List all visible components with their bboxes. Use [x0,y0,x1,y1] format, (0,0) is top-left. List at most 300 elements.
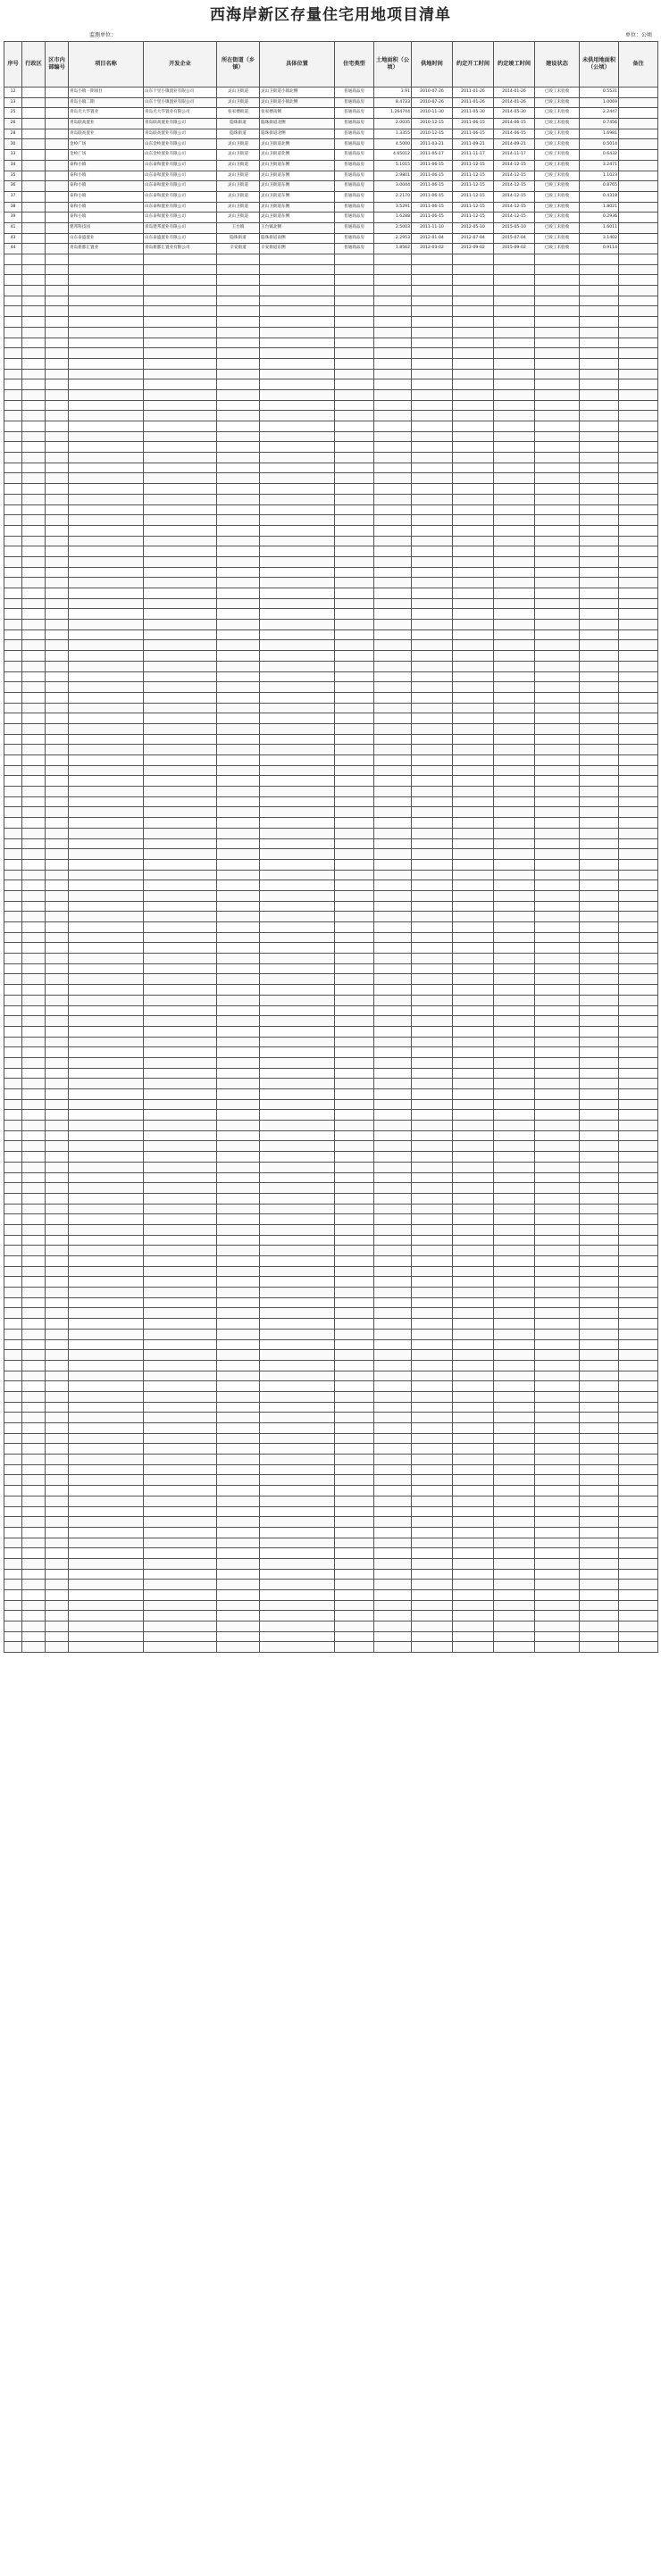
table-cell [69,1297,144,1308]
table-cell [580,275,619,286]
table-cell [374,1590,412,1601]
table-cell [335,504,374,515]
table-cell [580,1037,619,1047]
table-row [4,139,658,150]
table-cell: 2010-11-30 [412,108,453,119]
table-cell [453,1016,494,1027]
table-cell: 灵山卫街道 [217,97,260,108]
table-cell [335,807,374,818]
table-cell [4,1464,22,1475]
table-cell [69,1214,144,1225]
table-cell [4,338,22,348]
table-cell [412,745,453,755]
table-cell [46,818,69,829]
table-cell [144,400,217,411]
table-cell [260,400,335,411]
table-cell [69,1600,144,1611]
table-cell [4,1329,22,1339]
table-cell: 1.1023 [580,171,619,181]
table-cell: 2011-05-17 [412,150,453,161]
table-cell [217,1621,260,1632]
table-cell [412,1475,453,1486]
table-cell [144,1621,217,1632]
table-cell [412,1548,453,1559]
table-cell [374,264,412,275]
table-cell [412,849,453,860]
table-cell [494,901,535,912]
table-cell [494,453,535,463]
table-cell [494,1172,535,1183]
table-cell [46,1277,69,1288]
table-cell [494,1162,535,1172]
table-cell [619,609,658,620]
table-cell [217,504,260,515]
table-cell [580,1162,619,1172]
table-cell [335,1026,374,1037]
table-cell [217,943,260,954]
table-cell [412,922,453,933]
table-cell [69,880,144,891]
table-cell [335,484,374,495]
table-cell [69,661,144,671]
table-cell [494,1204,535,1214]
table-cell: 8.4733 [374,97,412,108]
table-cell [374,1141,412,1152]
table-cell [619,171,658,181]
table-cell [46,651,69,662]
table-cell [4,1224,22,1235]
table-cell [144,463,217,473]
table-cell [217,890,260,901]
table-cell [619,943,658,954]
table-row [4,963,658,974]
table-cell [144,765,217,776]
column-header: 土地面积（公顷） [374,42,412,88]
table-row [4,1350,658,1361]
table-cell [412,588,453,599]
table-cell [374,1433,412,1444]
table-row [4,1288,658,1298]
table-row [4,453,658,463]
table-cell [494,713,535,724]
table-cell [580,755,619,766]
table-cell [69,1037,144,1047]
table-cell [374,1214,412,1225]
table-cell [22,1308,46,1319]
table-cell [412,431,453,442]
table-cell [69,734,144,745]
table-cell: 2014-12-15 [494,181,535,192]
table-cell [144,1642,217,1653]
table-cell [335,870,374,880]
table-cell [335,275,374,286]
table-cell [535,296,580,306]
table-cell [46,264,69,275]
table-row [4,880,658,891]
table-cell [335,954,374,964]
table-cell [453,901,494,912]
table-row [4,536,658,546]
table-cell [22,160,46,171]
table-cell [69,620,144,630]
table-cell [580,1444,619,1455]
table-cell [535,1360,580,1371]
table-cell [4,1141,22,1152]
table-cell [260,286,335,296]
table-cell: 灵山卫街道东侧 [260,171,335,181]
column-header: 住宅类型 [335,42,374,88]
table-cell [374,838,412,849]
table-cell [4,1444,22,1455]
table-cell [144,1475,217,1486]
table-cell [412,734,453,745]
table-cell [335,494,374,504]
table-cell: 灵山卫街道 [217,139,260,150]
table-cell [453,640,494,651]
table-cell [619,1527,658,1538]
table-cell [580,1266,619,1277]
table-cell [144,745,217,755]
table-cell [619,275,658,286]
table-cell: 灵山卫街道北侧 [260,150,335,161]
table-cell [217,807,260,818]
table-cell [217,912,260,922]
table-cell [4,1611,22,1621]
table-cell [22,1402,46,1413]
table-row [4,1381,658,1392]
table-cell [22,1600,46,1611]
table-cell [217,431,260,442]
table-cell [22,317,46,328]
table-cell [494,755,535,766]
table-cell: 2011-11-17 [453,150,494,161]
table-cell [335,1558,374,1569]
column-header: 项目名称 [69,42,144,88]
table-cell [374,1600,412,1611]
table-row [4,494,658,504]
table-cell [260,682,335,693]
table-cell [580,828,619,838]
table-cell [4,1402,22,1413]
table-cell [22,734,46,745]
table-cell [535,264,580,275]
table-cell [580,1246,619,1256]
table-cell [535,338,580,348]
table-cell [494,1099,535,1110]
table-cell [535,1068,580,1079]
table-cell [619,442,658,453]
table-cell [494,484,535,495]
table-cell [535,463,580,473]
table-cell [494,254,535,265]
table-cell [535,890,580,901]
table-row [4,1047,658,1058]
table-cell [144,1152,217,1163]
table-cell [22,598,46,609]
table-cell [217,546,260,557]
table-cell [144,1193,217,1204]
table-cell [22,859,46,870]
table-cell [4,1235,22,1246]
table-row [4,912,658,922]
table-cell [494,286,535,296]
table-cell [22,1423,46,1434]
table-cell [46,254,69,265]
table-cell [217,1548,260,1559]
table-cell [69,546,144,557]
table-cell [453,1204,494,1214]
page-title: 西海岸新区存量住宅用地项目清单 [210,6,451,24]
table-cell [217,484,260,495]
table-cell [494,838,535,849]
table-cell [374,629,412,640]
table-cell [374,963,412,974]
table-cell [22,1016,46,1027]
table-cell [4,1152,22,1163]
table-cell [144,880,217,891]
table-cell [260,1444,335,1455]
table-cell [46,1464,69,1475]
table-cell [144,536,217,546]
table-cell [580,640,619,651]
table-cell [335,306,374,317]
table-cell [535,974,580,985]
table-cell: 2010-07-26 [412,88,453,98]
table-cell [260,1256,335,1267]
table-cell [619,400,658,411]
table-cell [144,818,217,829]
table-cell [580,1152,619,1163]
table-cell [453,985,494,996]
table-cell [412,995,453,1005]
table-cell [580,901,619,912]
table-cell [46,995,69,1005]
table-cell [144,1162,217,1172]
table-row [4,954,658,964]
table-cell [4,389,22,400]
table-cell [335,442,374,453]
table-cell [4,765,22,776]
column-header: 建设状态 [535,42,580,88]
table-cell: 2.5003 [374,222,412,233]
table-cell [619,1381,658,1392]
table-cell [494,473,535,484]
table-cell [144,787,217,797]
table-cell [619,1026,658,1037]
table-cell [535,1204,580,1214]
table-cell [4,1016,22,1027]
table-cell: 0.7456 [580,119,619,129]
table-cell [494,317,535,328]
table-cell [46,129,69,139]
table-cell [453,286,494,296]
table-cell [453,567,494,578]
table-cell [619,181,658,192]
table-cell [374,473,412,484]
table-row [4,1621,658,1632]
table-cell [535,1464,580,1475]
table-cell: 0.5531 [580,88,619,98]
table-cell [217,1005,260,1016]
table-cell [22,1172,46,1183]
table-cell [260,661,335,671]
table-cell [69,765,144,776]
table-cell [4,974,22,985]
table-cell [217,1475,260,1486]
table-cell [46,1214,69,1225]
table-cell [619,327,658,338]
table-cell [22,1152,46,1163]
table-cell [144,389,217,400]
table-cell [535,515,580,526]
table-cell [412,1642,453,1653]
table-cell [580,525,619,536]
table-cell [22,264,46,275]
table-cell [494,556,535,567]
table-cell [494,264,535,275]
table-cell [580,1141,619,1152]
table-cell [535,838,580,849]
table-cell [69,317,144,328]
table-cell [22,525,46,536]
table-cell [619,723,658,734]
table-cell [619,1444,658,1455]
table-cell [412,515,453,526]
table-cell [619,1308,658,1319]
table-cell [46,1381,69,1392]
table-cell [494,1611,535,1621]
table-cell [22,88,46,98]
table-cell [335,1621,374,1632]
table-cell [374,849,412,860]
table-cell [144,254,217,265]
table-cell [260,985,335,996]
table-cell [46,515,69,526]
table-cell [335,1152,374,1163]
table-cell [4,1162,22,1172]
table-cell [22,254,46,265]
table-cell [580,1350,619,1361]
table-cell [619,1172,658,1183]
table-cell [535,1631,580,1642]
table-cell [374,431,412,442]
table-cell [374,1538,412,1548]
table-cell [217,1329,260,1339]
table-cell [335,1130,374,1141]
table-cell [335,525,374,536]
table-row [4,828,658,838]
table-cell [535,1350,580,1361]
table-cell [412,1308,453,1319]
table-cell [412,1121,453,1131]
table-row [4,213,658,223]
table-cell: 普通商品房 [335,129,374,139]
table-cell: 已竣工未验收 [535,129,580,139]
table-cell [69,912,144,922]
table-cell [46,1068,69,1079]
table-cell [144,890,217,901]
table-cell [374,620,412,630]
table-cell [46,1193,69,1204]
table-cell [335,1016,374,1027]
table-cell [46,870,69,880]
table-cell [619,1235,658,1246]
table-cell [335,734,374,745]
table-row [4,1611,658,1621]
table-cell [22,1193,46,1204]
table-cell [69,818,144,829]
table-cell [374,755,412,766]
table-cell [453,1329,494,1339]
table-cell [494,651,535,662]
table-cell [374,943,412,954]
table-row [4,411,658,421]
table-cell [412,1172,453,1183]
table-cell [580,1130,619,1141]
table-cell [22,1288,46,1298]
table-cell [217,421,260,432]
table-cell [619,150,658,161]
table-cell [144,1047,217,1058]
table-cell [453,254,494,265]
table-row [4,264,658,275]
table-cell [412,1496,453,1506]
table-cell [453,1402,494,1413]
table-cell [412,1486,453,1496]
table-cell [46,1350,69,1361]
table-cell [412,358,453,369]
table-cell [335,745,374,755]
table-cell [46,985,69,996]
table-cell [580,463,619,473]
table-cell [335,369,374,379]
table-cell [494,1256,535,1267]
table-cell [412,755,453,766]
table-cell [412,765,453,776]
table-cell [260,1235,335,1246]
table-cell [412,818,453,829]
table-cell [22,755,46,766]
table-row [4,1068,658,1079]
table-row [4,473,658,484]
table-cell [374,421,412,432]
table-cell [217,682,260,693]
table-cell [22,222,46,233]
table-cell [494,629,535,640]
table-cell [335,703,374,713]
table-cell [4,954,22,964]
table-cell [46,317,69,328]
table-cell [494,880,535,891]
table-cell [535,453,580,463]
table-cell [69,400,144,411]
table-cell: 山东泰和置业有限公司 [144,213,217,223]
table-cell [453,1277,494,1288]
table-cell [335,713,374,724]
table-cell [217,1580,260,1590]
table-cell [374,1558,412,1569]
table-cell [494,1621,535,1632]
table-cell [619,787,658,797]
table-cell: 2014-06-15 [494,119,535,129]
table-cell [335,1288,374,1298]
table-cell [619,1339,658,1350]
table-cell [494,1642,535,1653]
table-cell [335,463,374,473]
table-cell [69,1099,144,1110]
table-cell [619,1099,658,1110]
table-cell [619,818,658,829]
